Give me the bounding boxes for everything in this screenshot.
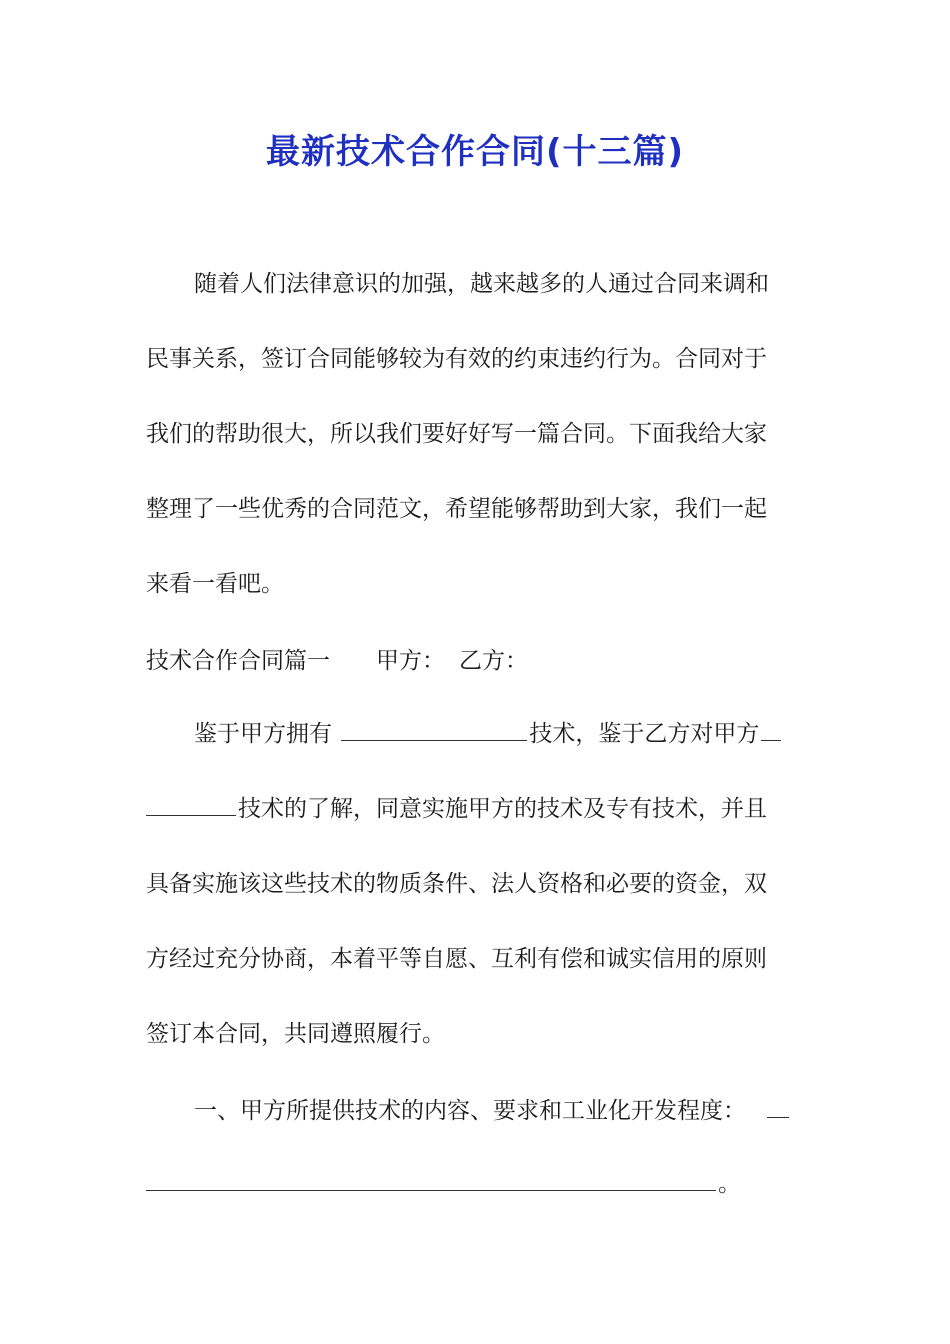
para1-text-a: 鉴于甲方拥有 — [194, 721, 332, 747]
intro-line-2: 民事关系，签订合同能够较为有效的约束违约行为。合同对于 — [146, 346, 767, 372]
clause1-line-2 — [146, 1166, 741, 1202]
para1-text-b: 技术，鉴于乙方对甲方 — [529, 721, 760, 747]
para1-text-2: 技术的了解，同意实施甲方的技术及专有技术，并且 — [238, 796, 767, 822]
document-title: 最新技术合作合同(十三篇) — [265, 132, 685, 172]
para1-line-1 — [194, 716, 783, 752]
party-b-label: 乙方： — [459, 648, 528, 674]
blank-field-cont[interactable] — [146, 793, 236, 816]
party-a-label: 甲方： — [376, 648, 445, 674]
blank-field-clause1-start[interactable] — [767, 1095, 789, 1118]
intro-line-1: 随着人们法律意识的加强，越来越多的人通过合同来调和 — [194, 271, 769, 297]
clause1-end: 。 — [718, 1171, 741, 1197]
intro-line-4: 整理了一些优秀的合同范文，希望能够帮助到大家，我们一起 — [146, 496, 767, 522]
para1-line-2 — [146, 791, 767, 827]
section-heading-line — [146, 643, 528, 679]
blank-field-clause1[interactable] — [146, 1168, 716, 1191]
clause1-text: 一、甲方所提供技术的内容、要求和工业化开发程度： — [194, 1098, 746, 1124]
para1-line-4: 方经过充分协商，本着平等自愿、互利有偿和诚实信用的原则 — [146, 946, 767, 972]
para1-line-3: 具备实施该这些技术的物质条件、法人资格和必要的资金，双 — [146, 871, 767, 897]
section-heading: 技术合作合同篇一 — [146, 648, 330, 674]
intro-line-3: 我们的帮助很大，所以我们要好好写一篇合同。下面我给大家 — [146, 421, 767, 447]
para1-line-5: 签订本合同，共同遵照履行。 — [146, 1021, 445, 1047]
blank-field-start[interactable] — [761, 718, 781, 741]
blank-field-technology[interactable] — [341, 718, 527, 741]
clause1-line-1 — [194, 1093, 791, 1129]
intro-line-5: 来看一看吧。 — [146, 571, 284, 597]
